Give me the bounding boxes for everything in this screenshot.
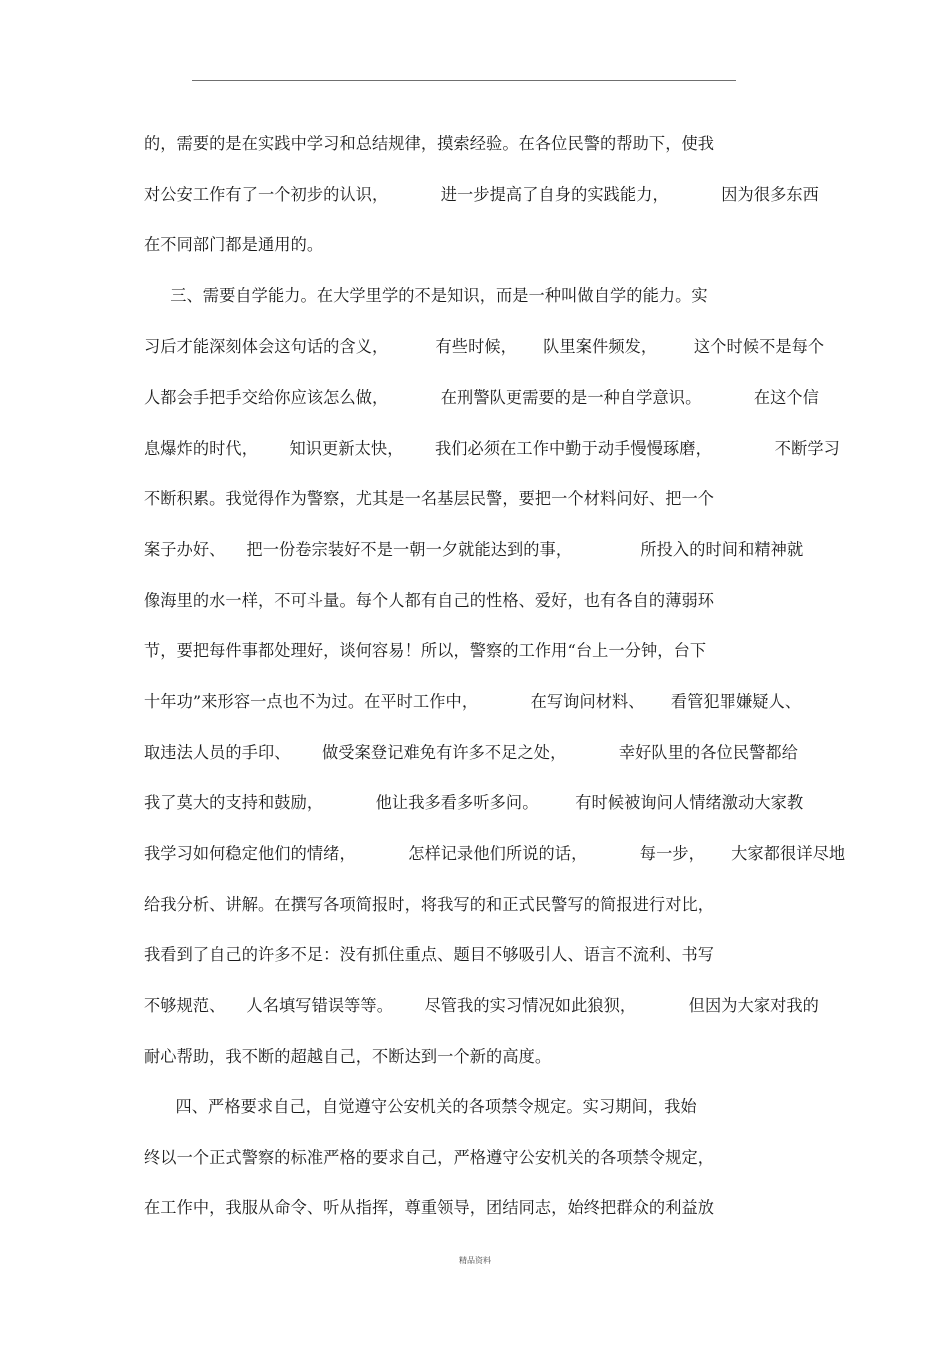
paragraph-four-start: 四、严格要求自己，自觉遵守公安机关的各项禁令规定。实习期间，我始	[144, 1097, 697, 1116]
text-line: 对公安工作有了一个初步的认识， 进一步提高了自身的实践能力， 因为很多东西	[144, 185, 819, 204]
text-line: 不够规范、 人名填写错误等等。 尽管我的实习情况如此狼狈， 但因为大家对我的	[144, 996, 819, 1015]
text-line: 取违法人员的手印、 做受案登记难免有许多不足之处， 幸好队里的各位民警都给	[144, 743, 798, 762]
text-line: 案子办好、 把一份卷宗装好不是一朝一夕就能达到的事， 所投入的时间和精神就	[144, 540, 804, 559]
text-line: 我了莫大的支持和鼓励， 他让我多看多听多问。 有时候被询问人情绪激动大家教	[144, 793, 804, 812]
page-footer: 精品资料	[459, 1256, 491, 1265]
text-line: 我看到了自己的许多不足：没有抓住重点、题目不够吸引人、语言不流利、书写	[144, 945, 715, 964]
text-line: 节，要把每件事都处理好，谈何容易！所以，警察的工作用“台上一分钟，台下	[144, 641, 707, 660]
text-line: 习后才能深刻体会这句话的含义， 有些时候， 队里案件频发， 这个时候不是每个	[144, 337, 825, 356]
text-line: 给我分析、讲解。在撰写各项简报时，将我写的和正式民警写的简报进行对比，	[144, 895, 715, 914]
text-line: 在不同部门都是通用的。	[144, 235, 324, 254]
text-line: 不断积累。我觉得作为警察，尤其是一名基层民警，要把一个材料问好、把一个	[144, 489, 715, 508]
text-line: 像海里的水一样，不可斗量。每个人都有自己的性格、爱好，也有各自的薄弱环	[144, 591, 715, 610]
text-line: 人都会手把手交给你应该怎么做， 在刑警队更需要的是一种自学意识。 在这个信	[144, 388, 819, 407]
text-line: 息爆炸的时代， 知识更新太快， 我们必须在工作中勤于动手慢慢琢磨， 不断学习	[144, 439, 840, 458]
text-line: 终以一个正式警察的标准严格的要求自己，严格遵守公安机关的各项禁令规定，	[144, 1148, 715, 1167]
text-line: 在工作中，我服从命令、听从指挥，尊重领导，团结同志，始终把群众的利益放	[144, 1198, 715, 1217]
text-line: 我学习如何稳定他们的情绪， 怎样记录他们所说的话， 每一步， 大家都很详尽地	[144, 844, 846, 863]
paragraph-three-start: 三、需要自学能力。在大学里学的不是知识，而是一种叫做自学的能力。实	[144, 286, 708, 305]
text-line: 耐心帮助，我不断的超越自己，不断达到一个新的高度。	[144, 1047, 552, 1066]
text-line: 的，需要的是在实践中学习和总结规律，摸索经验。在各位民警的帮助下，使我	[144, 134, 715, 153]
text-line: 十年功”来形容一点也不为过。在平时工作中， 在写询问材料、 看管犯罪嫌疑人、	[144, 692, 802, 711]
